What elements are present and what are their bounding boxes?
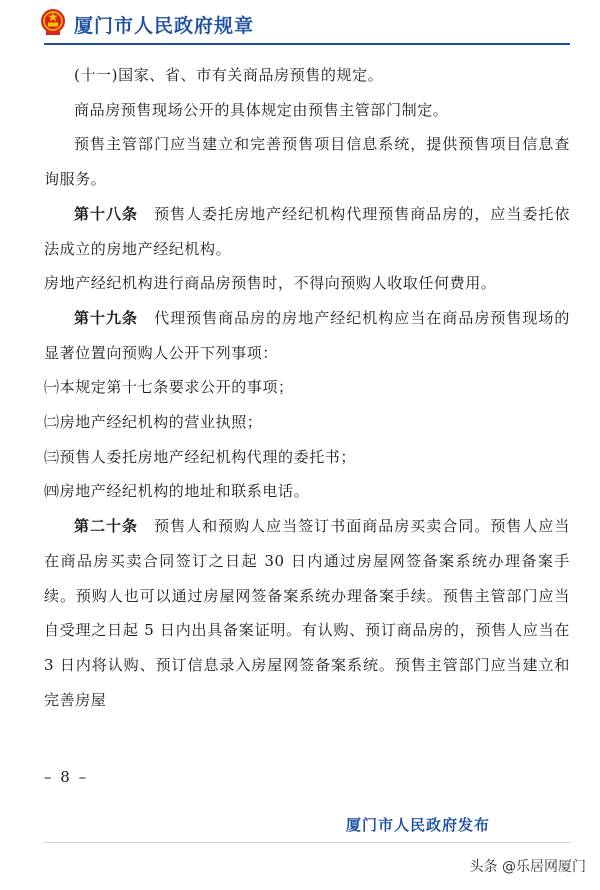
- article-19-heading: 第十九条: [74, 308, 139, 327]
- article-20-heading: 第二十条: [74, 517, 139, 536]
- page-header: [0, 0, 600, 48]
- paragraph-info-system: 预售主管部门应当建立和完善预售项目信息系统，提供预售项目信息查询服务。: [44, 135, 570, 189]
- paragraph-clause-11: (十一)国家、省、市有关商品房预售的规定。: [74, 66, 384, 84]
- document-body: [44, 58, 570, 717]
- article-18-text: 预售人委托房地产经纪机构代理预售商品房的，应当委托依法成立的房地产经纪机构。: [44, 204, 570, 258]
- header-title: 厦门市人民政府规章: [74, 15, 255, 37]
- paragraph-onsite-disclosure: 商品房预售现场公开的具体规定由预售主管部门制定。: [74, 100, 449, 119]
- article-20-text: 预售人和预购人应当签订书面商品房买卖合同。预售人应当在商品房买卖合同签订之日起 30 日内通过房屋网签备案系统办理备案手续。预购人也可以通过房屋网签备案系统办理备案手续。预售主管部门应当自受理之日起 5 日内出具备案证明。有认购、预订商品房的，预售人应当在 3 日内将认购、预订信息录入房屋网签备案系统。预售主管部门应当建立和完善房屋: [44, 517, 570, 709]
- header-divider: [44, 43, 570, 45]
- national-emblem-icon: [40, 8, 66, 36]
- article-18: [44, 197, 570, 266]
- footer-publisher: 厦门市人民政府发布: [346, 816, 491, 834]
- list-item-1: ㈠本规定第十七条要求公开的事项；: [44, 378, 294, 397]
- article-19: [44, 301, 570, 370]
- page-number: – 8 –: [44, 768, 89, 786]
- article-19-text: 代理预售商品房的房地产经纪机构应当在商品房预售现场的显著位置向预购人公开下列事项：: [44, 308, 570, 362]
- article-18-heading: 第十八条: [74, 204, 139, 223]
- list-item-3: ㈢预售人委托房地产经纪机构代理的委托书；: [44, 447, 357, 466]
- paragraph-no-fees: 房地产经纪机构进行商品房预售时，不得向预购人收取任何费用。: [44, 274, 497, 293]
- source-watermark: 头条 @乐居网厦门: [469, 859, 586, 875]
- list-item-2: ㈡房地产经纪机构的营业执照；: [44, 413, 263, 432]
- footer-divider: [44, 842, 570, 843]
- article-20: [44, 509, 570, 717]
- list-item-4: ㈣房地产经纪机构的地址和联系电话。: [44, 482, 310, 501]
